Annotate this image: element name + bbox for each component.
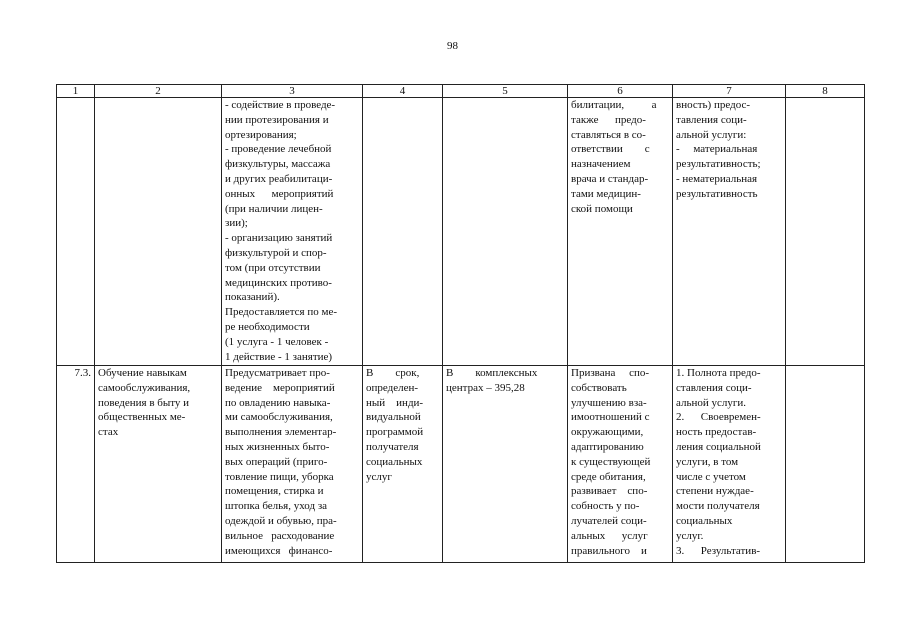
row2-notes-cell bbox=[786, 366, 865, 563]
row1-conditions-cell: билитации, а также предо- ставляться в со- ответствии с назначением врача и стандар- тами медицин- ской помощи bbox=[568, 98, 673, 366]
header-cell-4: 4 bbox=[363, 85, 443, 98]
row1-quality-cell: вность) предос- тавления соци- альной услуги: - материальная результативность; - нематериальная результативность bbox=[673, 98, 786, 366]
row1-service-name-cell bbox=[95, 98, 222, 366]
header-cell-7: 7 bbox=[673, 85, 786, 98]
row2-service-name-cell: Обучение навыкам самообслуживания, поведения в быту и общественных ме- стах bbox=[95, 366, 222, 563]
row2-deadline-cell: В срок, определен- ный инди- видуальной программой получателя социальных услуг bbox=[363, 366, 443, 563]
header-row bbox=[57, 85, 865, 98]
table-row bbox=[57, 366, 865, 563]
header-cell-3: 3 bbox=[222, 85, 363, 98]
row2-conditions-cell: Призвана спо- собствовать улучшению вза- имоотношений с окружающими, адаптированию к существующей среде обитания, развивает спо- собность у по- лучателей соци- альных услуг правильного и bbox=[568, 366, 673, 563]
header-cell-5: 5 bbox=[443, 85, 568, 98]
row2-tariff-cell: В комплексных центрах – 395,28 bbox=[443, 366, 568, 563]
row2-description-cell: Предусматривает про- ведение мероприятий по овладению навыка- ми самообслуживания, выполнения элементар- ных жизненных быто- вых операций (приго- товление пищи, уборка помещения, стирка и штопка белья, уход за одеждой и обувью, пра- вильное расходование имеющихся финансо- bbox=[222, 366, 363, 563]
row1-notes-cell bbox=[786, 98, 865, 366]
row1-deadline-cell bbox=[363, 98, 443, 366]
header-cell-1: 1 bbox=[57, 85, 95, 98]
row1-description-cell: - содействие в проведе- нии протезирования и ортезирования; - проведение лечебной физкультуры, массажа и других реабилитаци- онных мероприятий (при наличии лицен- зии); - организацию занятий физкультурой и спор- том (при отсутствии медицинских противо- показаний). Предоставляется по ме- ре необходимости (1 услуга - 1 человек - 1 действие - 1 занятие) bbox=[222, 98, 363, 366]
page-number: 98 bbox=[447, 40, 458, 52]
row2-number-cell: 7.3. bbox=[57, 366, 95, 563]
row1-tariff-cell bbox=[443, 98, 568, 366]
header-cell-2: 2 bbox=[95, 85, 222, 98]
header-cell-6: 6 bbox=[568, 85, 673, 98]
row1-number-cell bbox=[57, 98, 95, 366]
table-row bbox=[57, 98, 865, 366]
header-cell-8: 8 bbox=[786, 85, 865, 98]
services-table bbox=[56, 84, 865, 563]
row2-quality-cell: 1. Полнота предо- ставления соци- альной услуги. 2. Своевремен- ность предостав- ления социальной услуги, в том числе с учетом степени нуждае- мости получателя социальных услуг. 3. Результатив- bbox=[673, 366, 786, 563]
